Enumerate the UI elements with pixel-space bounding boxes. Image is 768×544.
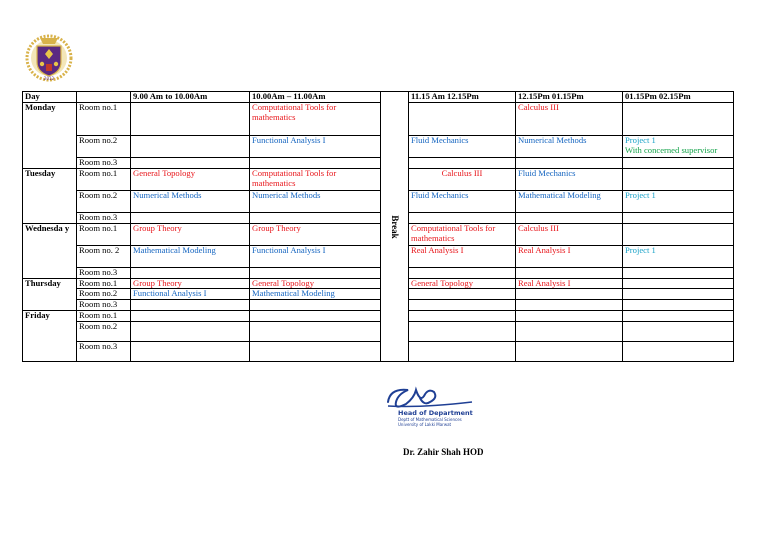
table-row [23, 245, 734, 267]
table-cell: Functional Analysis I [250, 135, 381, 157]
table-cell: Mathematical Modeling [131, 245, 250, 267]
room-cell: Room no. 2 [77, 245, 131, 267]
table-cell: General Topology [131, 168, 250, 190]
stamp-line1: Deptt of Mathematical Sciences [398, 417, 462, 422]
day-thursday: Thursday [23, 278, 77, 311]
table-row [23, 267, 734, 278]
table-row [23, 157, 734, 168]
hod-signature-stamp [380, 380, 480, 432]
table-cell [623, 135, 734, 157]
table-cell [409, 311, 516, 322]
table-cell [623, 223, 734, 245]
table-cell [516, 289, 623, 300]
table-row [23, 190, 734, 212]
table-cell [250, 342, 381, 362]
table-cell: Mathematical Modeling [250, 289, 381, 300]
col-slot5-header: 01.15Pm 02.15Pm [623, 92, 734, 103]
break-label: Break [389, 214, 400, 239]
room-cell: Room no.1 [77, 311, 131, 322]
room-cell: Room no.1 [77, 168, 131, 190]
table-cell [131, 135, 250, 157]
table-cell [516, 342, 623, 362]
table-cell [131, 322, 250, 342]
table-cell: Real Analysis I [516, 245, 623, 267]
table-cell: Calculus III [516, 223, 623, 245]
room-cell: Room no.3 [77, 342, 131, 362]
table-cell [409, 212, 516, 223]
table-cell: Numerical Methods [131, 190, 250, 212]
table-row [23, 168, 734, 190]
table-cell: Project 1 [623, 245, 734, 267]
table-row [23, 223, 734, 245]
day-wednesday: Wednesda y [23, 223, 77, 278]
room-cell: Room no.2 [77, 190, 131, 212]
stamp-line2: University of Lakki Marwat [398, 422, 452, 427]
project-label: Project 1 [625, 135, 656, 145]
room-cell: Room no.1 [77, 102, 131, 135]
col-slot1-header: 9.00 Am to 10.00Am [131, 92, 250, 103]
table-cell: Real Analysis I [516, 278, 623, 289]
table-cell [250, 267, 381, 278]
room-cell: Room no.3 [77, 300, 131, 311]
table-cell: Computational Tools for mathematics [250, 168, 381, 190]
table-cell [516, 157, 623, 168]
table-cell [623, 322, 734, 342]
col-slot4-header: 12.15Pm 01.15Pm [516, 92, 623, 103]
table-cell [623, 311, 734, 322]
table-cell [409, 267, 516, 278]
table-cell [409, 300, 516, 311]
table-row [23, 311, 734, 322]
room-cell: Room no.2 [77, 289, 131, 300]
col-slot2-header: 10.00Am – 11.00Am [250, 92, 381, 103]
table-row [23, 342, 734, 362]
table-cell [250, 157, 381, 168]
room-cell: Room no.3 [77, 212, 131, 223]
col-slot3-header: 11.15 Am 12.15Pm [409, 92, 516, 103]
table-cell: Functional Analysis I [131, 289, 250, 300]
room-cell: Room no.3 [77, 157, 131, 168]
logo-year: 2012 [43, 76, 55, 81]
table-cell [250, 212, 381, 223]
room-cell: Room no.2 [77, 322, 131, 342]
table-cell [516, 212, 623, 223]
hod-name: Dr. Zahir Shah HOD [403, 447, 484, 457]
table-cell [623, 342, 734, 362]
table-cell: Calculus III [516, 102, 623, 135]
table-cell [516, 300, 623, 311]
table-cell: Group Theory [131, 278, 250, 289]
table-cell: Project 1 [623, 190, 734, 212]
table-cell [516, 322, 623, 342]
table-cell [131, 300, 250, 311]
table-row [23, 322, 734, 342]
table-cell [131, 102, 250, 135]
table-cell: Computational Tools for mathematics [250, 102, 381, 135]
table-cell [623, 278, 734, 289]
table-cell: Fluid Mechanics [409, 135, 516, 157]
table-cell [409, 289, 516, 300]
table-row [23, 212, 734, 223]
table-cell [409, 157, 516, 168]
table-cell: Calculus III [409, 168, 516, 190]
table-cell: Computational Tools for mathematics [409, 223, 516, 245]
table-cell: Fluid Mechanics [409, 190, 516, 212]
table-cell [250, 311, 381, 322]
table-cell [623, 102, 734, 135]
room-cell: Room no.1 [77, 278, 131, 289]
day-tuesday: Tuesday [23, 168, 77, 223]
table-cell [623, 157, 734, 168]
table-cell: Real Analysis I [409, 245, 516, 267]
table-cell [131, 267, 250, 278]
supervisor-note: With concerned supervisor [625, 144, 718, 155]
table-cell [623, 168, 734, 190]
col-day-header: Day [23, 92, 77, 103]
university-logo [24, 30, 74, 82]
day-friday: Friday [23, 311, 77, 362]
table-row [23, 289, 734, 300]
table-cell [623, 300, 734, 311]
table-cell: Group Theory [250, 223, 381, 245]
table-cell [250, 322, 381, 342]
table-row [23, 278, 734, 289]
table-cell [131, 212, 250, 223]
table-cell [409, 322, 516, 342]
col-room-header [77, 92, 131, 103]
table-cell [623, 289, 734, 300]
table-cell: Numerical Methods [250, 190, 381, 212]
table-cell [131, 311, 250, 322]
table-cell: Group Theory [131, 223, 250, 245]
table-cell: Functional Analysis I [250, 245, 381, 267]
table-row [23, 135, 734, 157]
table-cell: Fluid Mechanics [516, 168, 623, 190]
table-cell: General Topology [250, 278, 381, 289]
table-cell [516, 311, 623, 322]
table-cell [131, 342, 250, 362]
header-row [23, 92, 734, 103]
day-monday: Monday [23, 102, 77, 168]
table-cell: Mathematical Modeling [516, 190, 623, 212]
table-row [23, 300, 734, 311]
room-cell: Room no.2 [77, 135, 131, 157]
table-cell: General Topology [409, 278, 516, 289]
table-cell [623, 212, 734, 223]
table-cell [516, 267, 623, 278]
table-cell [409, 102, 516, 135]
timetable [22, 91, 734, 362]
table-cell [250, 300, 381, 311]
table-row [23, 102, 734, 135]
room-cell: Room no.1 [77, 223, 131, 245]
table-cell [409, 342, 516, 362]
table-cell [623, 267, 734, 278]
break-column [381, 92, 409, 362]
stamp-title: Head of Department [398, 409, 473, 417]
table-cell [131, 157, 250, 168]
table-cell: Numerical Methods [516, 135, 623, 157]
room-cell: Room no.3 [77, 267, 131, 278]
